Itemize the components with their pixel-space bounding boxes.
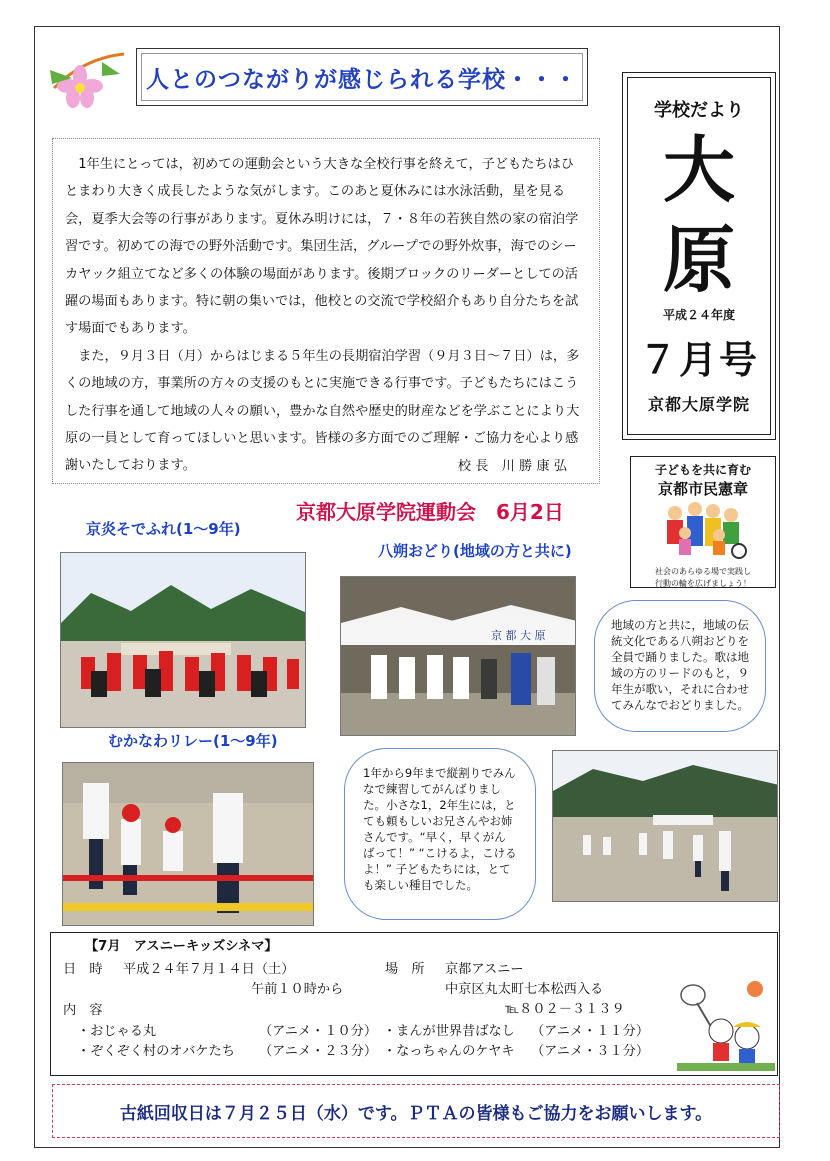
caption-sodefure: 京炎そでふれ(1～9年) — [86, 520, 241, 538]
cinema-item-detail: （アニメ・１０分） — [259, 1024, 378, 1039]
photo-relay — [62, 762, 314, 926]
speech-bubble-relay — [344, 748, 536, 920]
cinema-item-detail: （アニメ・２３分） — [259, 1044, 378, 1059]
bubble-hassaku-text: 地域の方と共に，地域の伝統文化である八朔おどりを全員で踊りました。歌は地域の方のリードのもと，９年生が歌い，それに合わせてみんなでおどりました。 — [611, 618, 749, 712]
event-title: 京都大原学院運動会 6月2日 — [296, 500, 564, 524]
photo-sodefure-dance — [60, 552, 306, 728]
cinema-item-title: ・なっちゃんのケヤキ — [383, 1044, 515, 1059]
headline-box — [136, 48, 588, 106]
cinema-heading: 【7月 アスニーキッズシネマ】 — [85, 939, 278, 954]
cinema-item-title: ・おじゃる丸 — [77, 1024, 157, 1039]
cinema-address: 中京区丸太町七本松西入る — [445, 982, 604, 997]
masthead-school: 京都大原学院 — [647, 395, 750, 414]
cinema-item-title: ・ぞくぞく村のオバケたち — [77, 1044, 235, 1059]
cinema-place-label: 場 所 — [385, 962, 425, 977]
bubble-relay-text: 1年から9年まで縦割りでみんなで練習してがんばりました。小さな1，2年生には，とても頼もしいお兄さんやお姉さんです。“早く，早くがんばって！” “こけるよ，こけるよ！” 子どもたちには，とても楽しい種目でした。 — [363, 766, 517, 892]
cinema-item-title: ・まんが世界昔ばなし — [383, 1024, 515, 1039]
cinema-content-label: 内 容 — [63, 1003, 103, 1018]
cinema-item-detail: （アニメ・１１分） — [531, 1024, 650, 1039]
intro-paragraph-1: 1年生にとっては，初めての運動会という大きな全校行事を終えて，子どもたちはひとまわり大きく成長したような気がします。このあと夏休みには水泳活動，星を見る会，夏季大会等の行事があります。夏休み明けには，７・８年の若狭自然の家の宿泊学習です。初めての海での野外活動です。集団生活，グループでの野外炊事，海でのシーカヤック組立てなど多くの体験の場面があります。後期ブロックのリーダーとしての活躍の場面もあります。特に朝の集いでは，他校との交流で学校紹介もあり自分たちを試す場面でもあります。 — [65, 157, 579, 337]
masthead-name-1: 大 — [662, 127, 735, 212]
cinema-date-label: 日 時 — [63, 962, 103, 977]
headline: 人とのつながりが感じられる学校・・・ — [141, 53, 583, 101]
cinema-date-value: 平成２４年７月１４日（土） — [123, 962, 295, 977]
masthead-label: 学校だより — [654, 100, 744, 121]
principal-signature: 校 長 川 勝 康 弘 — [457, 458, 567, 474]
cinema-time-value: 午前１０時から — [251, 982, 344, 997]
children-illustration — [677, 973, 775, 1073]
tent-sign: 京 都 大 原 — [491, 629, 546, 642]
photo-hassaku-dance — [340, 576, 576, 736]
charter-line-2: 京都市民憲章 — [657, 480, 748, 498]
caption-relay: むかなわリレー(1～9年) — [108, 732, 278, 750]
caption-hassaku: 八朔おどり(地域の方と共に) — [378, 542, 572, 560]
masthead-year: 平成２４年度 — [662, 308, 735, 322]
intro-paragraph-2: また，９月３日（月）からはじまる５年生の長期宿泊学習（９月３日～７日）は，多くの地域の方，事業所の方々の支援のもとに実施できる行事です。子どもたちにはこうした行事を通して地域の人々の願い，豊かな自然や歴史的財産などを学ぶことにより大原の一員として育ってほしいと思います。皆様の多方面でのご理解・ご協力を心より感謝いたしております。 — [65, 348, 580, 474]
citizen-charter — [630, 456, 776, 588]
masthead — [622, 72, 776, 440]
principal-message — [52, 138, 600, 484]
charter-line-4: 行動の輪を広げましょう！ — [655, 579, 751, 588]
cinema-tel: ℡８０２－３１３９ — [505, 1002, 625, 1017]
paper-recycling-notice: 古紙回収日は７月２５日（水）です。ＰＴＡの皆様もご協力をお願いします。 — [52, 1084, 780, 1138]
family-illustration — [653, 499, 753, 561]
speech-bubble-hassaku — [594, 600, 766, 732]
charter-line-3: 社会のあらゆる場で実践し — [655, 567, 751, 576]
photo-field — [552, 750, 778, 902]
charter-line-1: 子どもを共に育む — [654, 463, 751, 477]
cinema-item-detail: （アニメ・３１分） — [531, 1044, 650, 1059]
masthead-name-2: 原 — [662, 217, 735, 302]
masthead-issue: ７月号 — [638, 337, 759, 382]
cinema-place-value: 京都アスニー — [445, 962, 524, 977]
kids-cinema-info — [50, 932, 778, 1076]
flower-icon — [44, 48, 128, 110]
